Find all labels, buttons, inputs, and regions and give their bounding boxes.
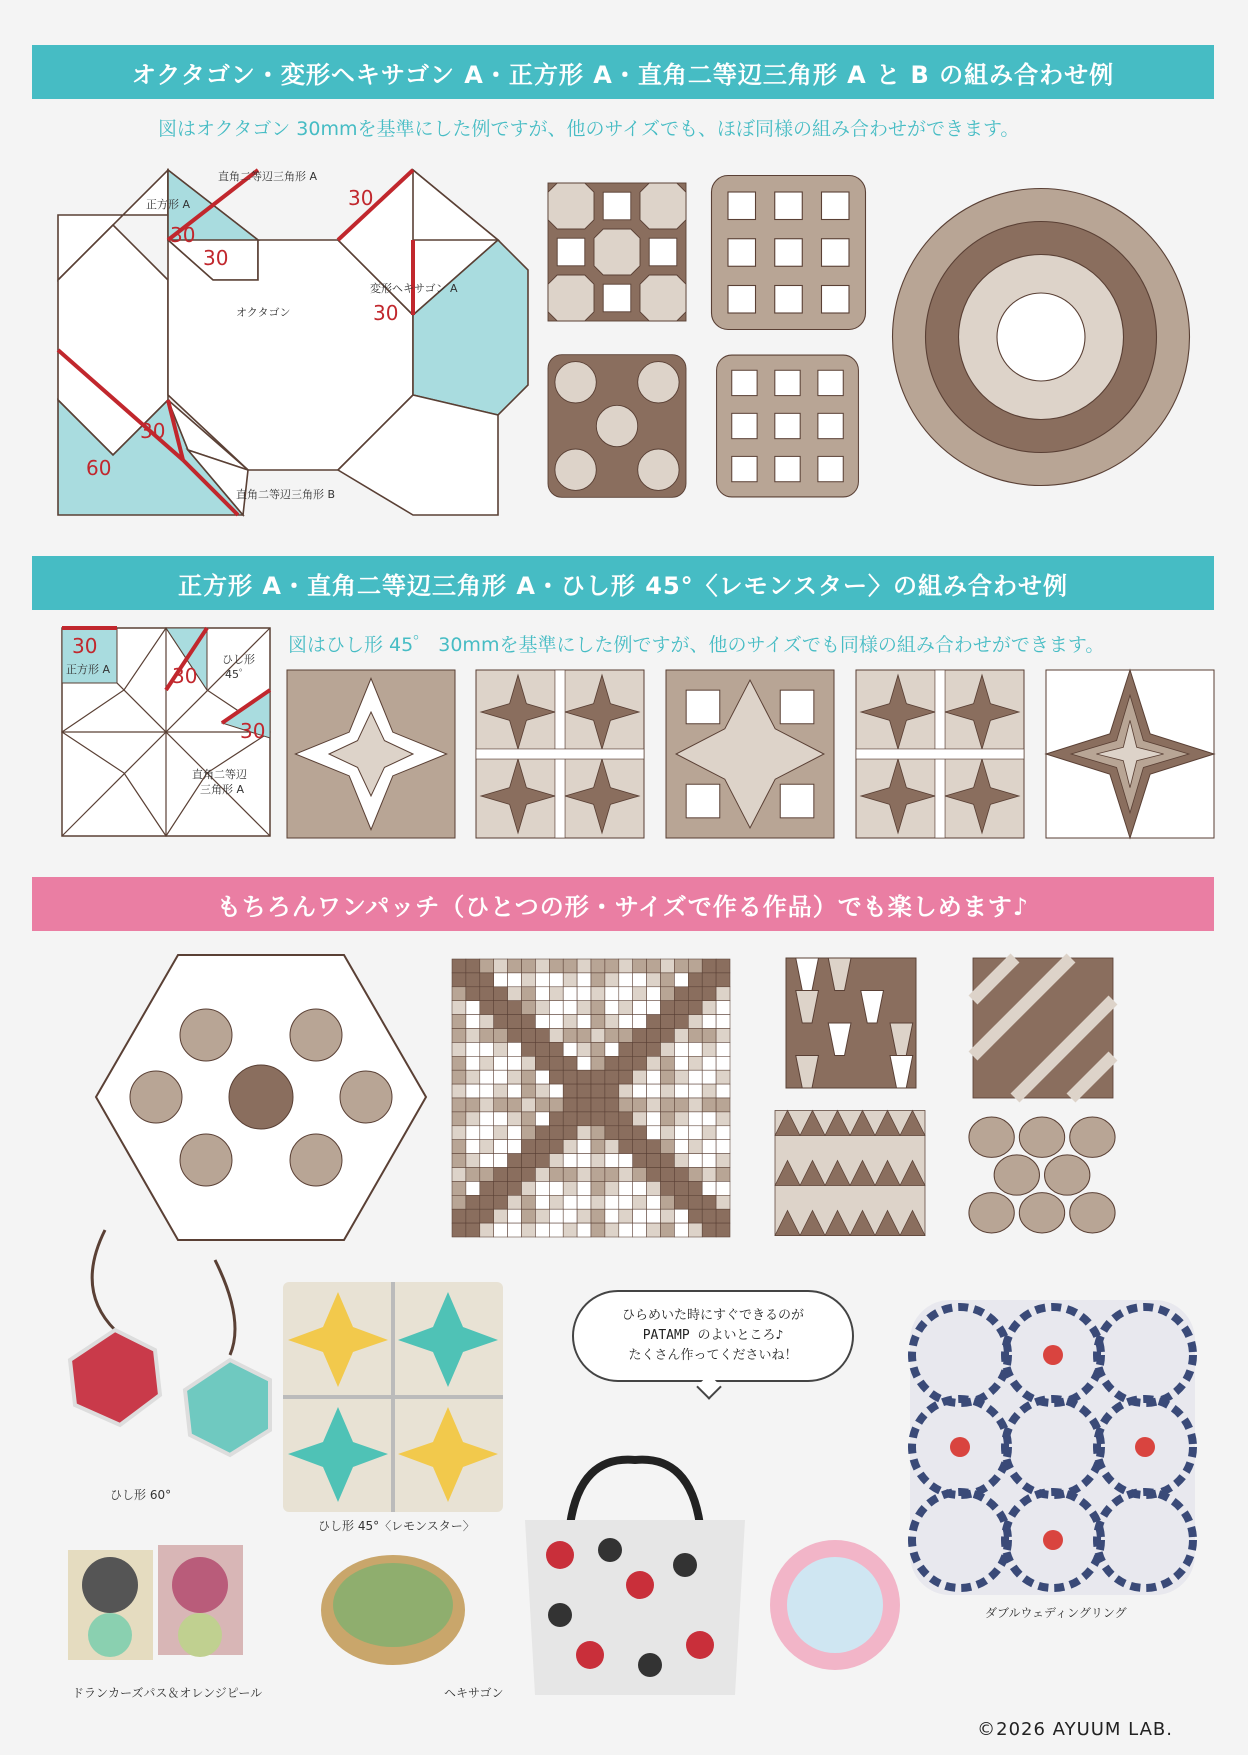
num-30-triangle: 30 xyxy=(348,186,374,210)
num-30-octagon: 30 xyxy=(203,246,229,270)
diamond60-ornament-photo xyxy=(45,1230,270,1480)
speech-bubble xyxy=(572,1290,854,1382)
section3-banner xyxy=(32,877,1214,931)
pattern-octagon-1 xyxy=(548,183,686,321)
lbl-diamond-2: 45゜ xyxy=(225,668,250,681)
caption-wedding: ダブルウェディングリング xyxy=(985,1606,1127,1620)
pattern-octagon-4 xyxy=(710,350,865,502)
pattern-octagon-2 xyxy=(706,170,871,335)
section3-title: もちろんワンパッチ（ひとつの形・サイズで作る作品）でも楽しめます♪ xyxy=(216,892,1030,921)
num-30-square: 30 xyxy=(170,223,196,247)
num-30-tri: 30 xyxy=(240,719,266,743)
label-square-a: 正方形 A xyxy=(146,198,191,211)
pattern-star-5 xyxy=(1046,670,1214,838)
label-triangle-b: 直角二等辺三角形 B xyxy=(236,488,336,501)
double-wedding-ring-photo xyxy=(905,1295,1200,1600)
drunkards-path-photo xyxy=(68,1545,243,1665)
pattern-octagon-3 xyxy=(548,350,686,502)
pattern-apple-core xyxy=(966,1112,1118,1238)
bubble-line1: ひらめいた時にすぐできるのが xyxy=(621,1308,804,1323)
caption-lemonstar: ひし形 45°〈レモンスター〉 xyxy=(318,1519,475,1533)
pattern-hexagon xyxy=(96,955,426,1240)
num-30-corner: 30 xyxy=(140,419,166,443)
pattern-star-2 xyxy=(476,670,644,838)
caption-diamond60: ひし形 60° xyxy=(110,1488,172,1502)
section2-subtitle: 図はひし形 45゜ 30mmを基準にした例ですが、他のサイズでも同様の組み合わせができます。 xyxy=(288,634,1105,656)
num-30-hexagon: 30 xyxy=(373,301,399,325)
pattern-star-1 xyxy=(287,670,455,838)
pattern-star-3 xyxy=(666,670,834,838)
pattern-star-4 xyxy=(856,670,1024,838)
num-60: 60 xyxy=(86,456,112,480)
caption-hexagon: ヘキサゴン xyxy=(444,1686,504,1700)
label-hexagon: 変形ヘキサゴン A xyxy=(370,282,458,295)
label-octagon: オクタゴン xyxy=(236,306,291,319)
lbl-tri-1: 直角二等辺 xyxy=(192,768,247,781)
octagon-diagram xyxy=(58,170,528,520)
hexagon-tray-photo xyxy=(318,1545,468,1670)
lbl-square-a: 正方形 A xyxy=(66,663,111,676)
section2-banner xyxy=(32,556,1214,610)
num-30-dia: 30 xyxy=(172,664,198,688)
pattern-octagon-large xyxy=(876,172,1206,502)
section1-subtitle: 図はオクタゴン 30mmを基準にした例ですが、他のサイズでも、ほぼ同様の組み合わせができます。 xyxy=(158,118,1020,140)
pattern-squares xyxy=(452,958,730,1238)
section1-banner xyxy=(32,45,1214,99)
section2-title: 正方形 A・直角二等辺三角形 A・ひし形 45°〈レモンスター〉の組み合わせ例 xyxy=(178,571,1068,600)
pattern-triangles xyxy=(775,1108,925,1238)
pattern-diagonal xyxy=(973,958,1113,1098)
caption-drunkard: ドランカーズパス＆オレンジピール xyxy=(72,1686,263,1700)
num-30-sq: 30 xyxy=(72,634,98,658)
section1-title: オクタゴン・変形ヘキサゴン A・正方形 A・直角二等辺三角形 A と B の組み合わせ例 xyxy=(131,60,1115,89)
bubble-line3: たくさん作ってくださいね！ xyxy=(628,1348,798,1363)
hexagon-tote-photo xyxy=(520,1455,750,1695)
lemonstar-quilt-photo xyxy=(283,1282,503,1512)
pattern-trapezoid xyxy=(782,958,920,1088)
lbl-tri-2: 三角形 A xyxy=(200,783,245,796)
lbl-diamond-1: ひし形 xyxy=(222,653,255,666)
bubble-line2: PATAMP のよいところ♪ xyxy=(642,1328,784,1343)
quilted-pouch-photo xyxy=(768,1538,903,1673)
copyright: ©2026 AYUUM LAB. xyxy=(977,1719,1173,1740)
lemonstar-diagram xyxy=(62,628,270,836)
label-triangle-a: 直角二等辺三角形 A xyxy=(218,170,318,183)
